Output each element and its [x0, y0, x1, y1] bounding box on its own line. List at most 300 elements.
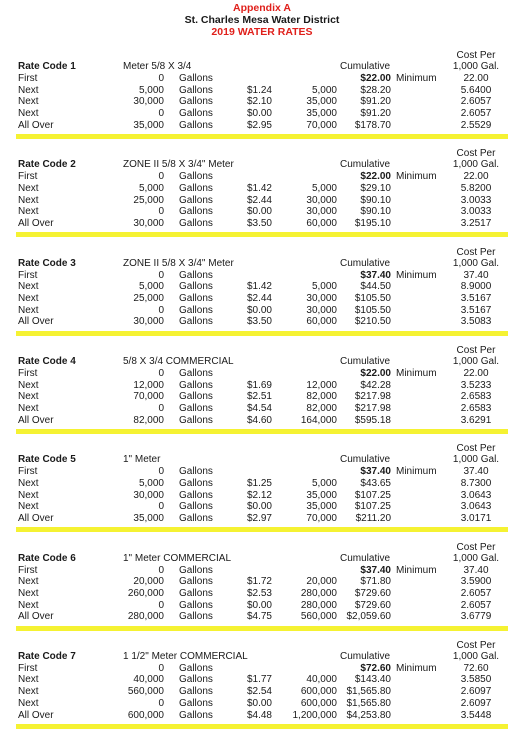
rate-row — [0, 686, 524, 698]
cumulative-cost: $1,565.80 — [346, 697, 391, 709]
tier-label: First — [18, 73, 38, 84]
gallons-unit: Gallons — [179, 402, 213, 414]
rate-per-thousand: $3.50 — [246, 316, 272, 328]
cumulative-gallons: 70,000 — [306, 119, 337, 131]
cost-per-thousand: 37.40 — [463, 564, 489, 576]
gallons-unit: Gallons — [179, 119, 213, 131]
gallons-quantity: 0 — [158, 73, 164, 84]
cost-per-label: Cost Per — [456, 443, 496, 455]
gallons-unit: Gallons — [179, 466, 213, 478]
gallons-quantity: 30,000 — [133, 218, 164, 230]
tier-label: Next — [18, 587, 39, 599]
rate-code-label: Rate Code 1 — [18, 61, 76, 72]
section-heading — [0, 61, 524, 73]
section-heading — [0, 454, 524, 466]
rate-per-thousand: $0.00 — [246, 206, 272, 218]
cumulative-gallons: 560,000 — [300, 611, 337, 623]
meter-description: 1" Meter COMMERCIAL — [123, 552, 232, 564]
rate-section — [0, 640, 524, 736]
cost-per-label: Cost Per — [456, 246, 496, 258]
rate-per-thousand: $4.75 — [246, 611, 272, 623]
highlight-bar — [16, 527, 508, 532]
cumulative-cost: $210.50 — [354, 316, 391, 328]
rate-row — [0, 73, 524, 85]
cost-per-thousand: 72.60 — [463, 662, 489, 674]
meter-description: ZONE II 5/8 X 3/4" Meter — [123, 257, 234, 269]
gallons-quantity: 260,000 — [127, 587, 164, 599]
cost-per-thousand: 3.5083 — [460, 316, 492, 328]
gallons-unit: Gallons — [179, 564, 213, 576]
cumulative-gallons: 12,000 — [306, 379, 337, 391]
cumulative-gallons: 600,000 — [300, 697, 337, 709]
gallons-unit: Gallons — [179, 587, 213, 599]
tier-label: All Over — [18, 316, 54, 328]
rate-per-thousand: $2.97 — [246, 512, 272, 524]
cumulative-cost: $37.40 — [360, 564, 391, 576]
tier-label: First — [18, 466, 38, 478]
tier-label: Next — [18, 576, 39, 588]
gallons-quantity: 35,000 — [133, 119, 164, 131]
rate-per-thousand: $1.72 — [246, 576, 272, 588]
rate-row — [0, 698, 524, 710]
meter-description: Meter 5/8 X 3/4 — [123, 61, 192, 72]
tier-label: First — [18, 367, 38, 379]
rate-row — [0, 391, 524, 403]
rate-row — [0, 316, 524, 328]
rate-code-label: Rate Code 4 — [18, 355, 76, 367]
rate-per-thousand: $0.00 — [246, 501, 272, 513]
cumulative-cost: $37.40 — [360, 269, 391, 281]
rate-row — [0, 183, 524, 195]
cost-per-thousand: 3.0643 — [460, 501, 492, 513]
cumulative-gallons: 35,000 — [306, 501, 337, 513]
cumulative-cost: $107.25 — [354, 489, 391, 501]
meter-description: 1" Meter — [123, 454, 161, 466]
tier-label: All Over — [18, 119, 54, 131]
cost-per-thousand: 3.0643 — [460, 489, 492, 501]
tier-label: Next — [18, 292, 39, 304]
tier-label: Next — [18, 501, 39, 513]
tier-label: All Over — [18, 611, 54, 623]
tier-label: Next — [18, 489, 39, 501]
gallons-quantity: 25,000 — [133, 292, 164, 304]
gallons-unit: Gallons — [179, 709, 213, 721]
rate-code-label: Rate Code 2 — [18, 159, 76, 171]
cumulative-cost: $143.40 — [354, 674, 391, 686]
cumulative-cost: $22.00 — [360, 367, 391, 379]
gallons-unit: Gallons — [179, 391, 213, 403]
cost-per-label: Cost Per — [456, 541, 496, 553]
district-name: St. Charles Mesa Water District — [184, 14, 340, 26]
cost-per-thousand: 3.5448 — [460, 709, 492, 721]
highlight-bar — [16, 134, 508, 139]
gallons-unit: Gallons — [179, 611, 213, 623]
rate-row — [0, 600, 524, 612]
rate-row — [0, 270, 524, 282]
tier-label: First — [18, 564, 38, 576]
tier-label: Next — [18, 391, 39, 403]
cumulative-cost: $44.50 — [360, 281, 391, 293]
gallons-quantity: 600,000 — [127, 709, 164, 721]
minimum-note: Minimum — [396, 73, 437, 84]
cost-per-thousand: 37.40 — [463, 269, 489, 281]
gallons-unit: Gallons — [179, 501, 213, 513]
gallons-unit: Gallons — [179, 194, 213, 206]
cost-per-label: Cost Per — [456, 148, 496, 160]
rate-row — [0, 576, 524, 588]
rate-row — [0, 513, 524, 525]
rate-per-thousand: $0.00 — [246, 599, 272, 611]
cost-per-thousand: 3.5850 — [460, 674, 492, 686]
gallons-unit: Gallons — [179, 414, 213, 426]
gallons-quantity: 35,000 — [133, 512, 164, 524]
gallons-quantity: 30,000 — [133, 96, 164, 108]
cumulative-gallons: 30,000 — [306, 194, 337, 206]
cumulative-cost: $2,059.60 — [346, 611, 391, 623]
cumulative-gallons: 5,000 — [311, 477, 337, 489]
gallons-unit: Gallons — [179, 269, 213, 281]
minimum-note: Minimum — [396, 466, 437, 478]
tier-label: First — [18, 662, 38, 674]
cumulative-gallons: 600,000 — [300, 686, 337, 698]
cost-per-label: Cost Per — [456, 639, 496, 651]
cumulative-cost: $105.50 — [354, 292, 391, 304]
tier-label: Next — [18, 182, 39, 194]
cumulative-cost: $729.60 — [354, 599, 391, 611]
cost-per-thousand: 2.5529 — [460, 119, 492, 131]
cost-per-thousand: 2.6057 — [460, 108, 492, 120]
cumulative-gallons: 1,200,000 — [292, 709, 337, 721]
rate-per-thousand: $2.10 — [246, 96, 272, 108]
cumulative-label: Cumulative — [340, 159, 391, 171]
cost-per-unit-label: 1,000 Gal. — [452, 454, 500, 466]
rate-per-thousand: $2.44 — [246, 292, 272, 304]
gallons-quantity: 70,000 — [133, 391, 164, 403]
cost-per-thousand: 5.8200 — [460, 182, 492, 194]
cost-per-thousand: 2.6097 — [460, 697, 492, 709]
minimum-note: Minimum — [396, 662, 437, 674]
rate-section — [0, 542, 524, 638]
gallons-quantity: 0 — [158, 171, 164, 183]
highlight-bar — [16, 232, 508, 237]
cost-per-thousand: 3.5233 — [460, 379, 492, 391]
gallons-unit: Gallons — [179, 686, 213, 698]
section-heading — [0, 356, 524, 368]
section-heading — [0, 258, 524, 270]
cumulative-gallons: 5,000 — [311, 281, 337, 293]
cumulative-cost: $90.10 — [360, 206, 391, 218]
section-heading — [0, 651, 524, 663]
rate-section — [0, 50, 524, 146]
cumulative-cost: $105.50 — [354, 304, 391, 316]
rate-row — [0, 96, 524, 108]
tier-label: Next — [18, 599, 39, 611]
cumulative-cost: $595.18 — [354, 414, 391, 426]
gallons-unit: Gallons — [179, 379, 213, 391]
tier-label: Next — [18, 304, 39, 316]
meter-description: 1 1/2" Meter COMMERCIAL — [123, 650, 248, 662]
tier-label: Next — [18, 379, 39, 391]
cost-per-unit-label: 1,000 Gal. — [452, 552, 500, 564]
rate-row — [0, 171, 524, 183]
rate-per-thousand: $4.48 — [246, 709, 272, 721]
cumulative-cost: $29.10 — [360, 182, 391, 194]
rate-per-thousand: $3.50 — [246, 218, 272, 230]
cost-per-thousand: 8.9000 — [460, 281, 492, 293]
tier-label: Next — [18, 84, 39, 96]
rate-row — [0, 206, 524, 218]
rate-row — [0, 108, 524, 120]
cumulative-gallons: 40,000 — [306, 674, 337, 686]
cost-per-thousand: 22.00 — [463, 171, 489, 183]
cumulative-cost: $4,253.80 — [346, 709, 391, 721]
cumulative-cost: $71.80 — [360, 576, 391, 588]
tier-label: All Over — [18, 512, 54, 524]
gallons-unit: Gallons — [179, 367, 213, 379]
cost-per-thousand: 3.0171 — [460, 512, 492, 524]
gallons-unit: Gallons — [179, 292, 213, 304]
rate-per-thousand: $1.42 — [246, 182, 272, 194]
cumulative-gallons: 20,000 — [306, 576, 337, 588]
rate-row — [0, 415, 524, 427]
tier-label: All Over — [18, 709, 54, 721]
cumulative-gallons: 35,000 — [306, 489, 337, 501]
cost-per-unit-label: 1,000 Gal. — [452, 159, 500, 171]
gallons-unit: Gallons — [179, 512, 213, 524]
cumulative-cost: $43.65 — [360, 477, 391, 489]
page-title: 2019 WATER RATES — [211, 26, 313, 38]
gallons-quantity: 0 — [158, 697, 164, 709]
cumulative-cost: $22.00 — [360, 171, 391, 183]
rate-per-thousand: $2.51 — [246, 391, 272, 403]
cumulative-gallons: 30,000 — [306, 304, 337, 316]
tier-label: Next — [18, 402, 39, 414]
cost-per-thousand: 2.6097 — [460, 686, 492, 698]
rate-per-thousand: $2.12 — [246, 489, 272, 501]
cumulative-gallons: 30,000 — [306, 292, 337, 304]
cost-per-label: Cost Per — [456, 50, 496, 61]
tier-label: Next — [18, 96, 39, 108]
cumulative-cost: $37.40 — [360, 466, 391, 478]
gallons-quantity: 0 — [158, 402, 164, 414]
gallons-quantity: 560,000 — [127, 686, 164, 698]
cumulative-cost: $1,565.80 — [346, 686, 391, 698]
rate-row — [0, 293, 524, 305]
rate-code-label: Rate Code 3 — [18, 257, 76, 269]
minimum-note: Minimum — [396, 171, 437, 183]
gallons-quantity: 0 — [158, 367, 164, 379]
rate-per-thousand: $4.60 — [246, 414, 272, 426]
gallons-quantity: 5,000 — [138, 182, 164, 194]
cumulative-label: Cumulative — [340, 650, 391, 662]
cumulative-cost: $22.00 — [360, 73, 391, 84]
cost-per-unit-label: 1,000 Gal. — [452, 650, 500, 662]
gallons-unit: Gallons — [179, 182, 213, 194]
tier-label: First — [18, 171, 38, 183]
rate-row — [0, 565, 524, 577]
cumulative-cost: $91.20 — [360, 108, 391, 120]
rate-code-label: Rate Code 6 — [18, 552, 76, 564]
rate-row — [0, 120, 524, 132]
gallons-unit: Gallons — [179, 697, 213, 709]
rate-row — [0, 403, 524, 415]
cost-per-thousand: 3.0033 — [460, 206, 492, 218]
cost-per-thousand: 3.2517 — [460, 218, 492, 230]
cumulative-gallons: 35,000 — [306, 108, 337, 120]
rate-row — [0, 368, 524, 380]
cost-per-thousand: 2.6057 — [460, 587, 492, 599]
rate-per-thousand: $2.54 — [246, 686, 272, 698]
minimum-note: Minimum — [396, 367, 437, 379]
appendix-title: Appendix A — [233, 2, 291, 14]
rate-row — [0, 218, 524, 230]
gallons-unit: Gallons — [179, 662, 213, 674]
rate-row — [0, 466, 524, 478]
gallons-quantity: 0 — [158, 662, 164, 674]
cost-per-thousand: 3.6291 — [460, 414, 492, 426]
rate-row — [0, 85, 524, 97]
cumulative-gallons: 280,000 — [300, 599, 337, 611]
rate-per-thousand: $0.00 — [246, 304, 272, 316]
section-heading — [0, 553, 524, 565]
rate-per-thousand: $2.95 — [246, 119, 272, 131]
rate-row — [0, 710, 524, 722]
cost-per-thousand: 3.5167 — [460, 292, 492, 304]
cumulative-label: Cumulative — [340, 355, 391, 367]
rate-per-thousand: $0.00 — [246, 108, 272, 120]
rate-row — [0, 611, 524, 623]
gallons-unit: Gallons — [179, 599, 213, 611]
cumulative-cost: $107.25 — [354, 501, 391, 513]
cost-per-thousand: 22.00 — [463, 367, 489, 379]
gallons-unit: Gallons — [179, 316, 213, 328]
rate-row — [0, 195, 524, 207]
cumulative-cost: $72.60 — [360, 662, 391, 674]
cumulative-cost: $211.20 — [355, 512, 391, 524]
gallons-quantity: 5,000 — [138, 84, 164, 96]
cumulative-gallons: 5,000 — [311, 182, 337, 194]
highlight-bar — [16, 626, 508, 631]
highlight-bar — [16, 429, 508, 434]
cost-per-thousand: 37.40 — [463, 466, 489, 478]
meter-description: 5/8 X 3/4 COMMERCIAL — [123, 355, 234, 367]
cumulative-gallons: 164,000 — [300, 414, 337, 426]
gallons-unit: Gallons — [179, 171, 213, 183]
rate-section — [0, 247, 524, 343]
gallons-quantity: 0 — [158, 304, 164, 316]
rate-per-thousand: $1.42 — [246, 281, 272, 293]
gallons-quantity: 280,000 — [127, 611, 164, 623]
rate-per-thousand: $1.24 — [246, 84, 272, 96]
cumulative-gallons: 280,000 — [300, 587, 337, 599]
tier-label: Next — [18, 206, 39, 218]
highlight-bar — [16, 331, 508, 336]
cumulative-gallons: 30,000 — [306, 206, 337, 218]
gallons-unit: Gallons — [179, 108, 213, 120]
gallons-quantity: 40,000 — [133, 674, 164, 686]
cumulative-gallons: 5,000 — [311, 84, 337, 96]
rate-section — [0, 345, 524, 441]
cost-per-thousand: 2.6057 — [460, 599, 492, 611]
cost-per-unit-label: 1,000 Gal. — [452, 61, 500, 72]
rate-row — [0, 588, 524, 600]
cost-per-thousand: 3.0033 — [460, 194, 492, 206]
gallons-quantity: 12,000 — [133, 379, 164, 391]
cumulative-cost: $28.20 — [360, 84, 391, 96]
rate-code-label: Rate Code 7 — [18, 650, 76, 662]
cost-per-thousand: 3.6779 — [460, 611, 492, 623]
rate-row — [0, 281, 524, 293]
tier-label: First — [18, 269, 38, 281]
rate-row — [0, 663, 524, 675]
cost-per-thousand: 22.00 — [463, 73, 489, 84]
cost-per-unit-label: 1,000 Gal. — [452, 257, 500, 269]
gallons-quantity: 30,000 — [133, 489, 164, 501]
rate-row — [0, 305, 524, 317]
cumulative-cost: $178.70 — [354, 119, 391, 131]
gallons-quantity: 0 — [158, 108, 164, 120]
cost-per-thousand: 3.5167 — [460, 304, 492, 316]
cumulative-gallons: 82,000 — [306, 391, 337, 403]
gallons-unit: Gallons — [179, 674, 213, 686]
rate-per-thousand: $4.54 — [246, 402, 272, 414]
gallons-quantity: 5,000 — [138, 281, 164, 293]
cost-per-label: Cost Per — [456, 344, 496, 356]
cumulative-cost: $217.98 — [354, 402, 391, 414]
rate-row — [0, 490, 524, 502]
gallons-quantity: 0 — [158, 599, 164, 611]
rate-row — [0, 501, 524, 513]
cumulative-gallons: 60,000 — [306, 316, 337, 328]
gallons-quantity: 0 — [158, 501, 164, 513]
minimum-note: Minimum — [396, 564, 437, 576]
cumulative-cost: $91.20 — [360, 96, 391, 108]
rate-per-thousand: $2.44 — [246, 194, 272, 206]
cumulative-gallons: 82,000 — [306, 402, 337, 414]
cost-per-thousand: 2.6583 — [460, 402, 492, 414]
tier-label: Next — [18, 697, 39, 709]
minimum-note: Minimum — [396, 269, 437, 281]
section-heading — [0, 159, 524, 171]
gallons-unit: Gallons — [179, 489, 213, 501]
gallons-quantity: 82,000 — [133, 414, 164, 426]
cost-per-thousand: 8.7300 — [460, 477, 492, 489]
cumulative-label: Cumulative — [340, 257, 391, 269]
cost-per-thousand: 2.6583 — [460, 391, 492, 403]
cumulative-gallons: 70,000 — [306, 512, 337, 524]
gallons-unit: Gallons — [179, 73, 213, 84]
rate-per-thousand: $1.77 — [246, 674, 272, 686]
gallons-quantity: 5,000 — [138, 477, 164, 489]
tier-label: Next — [18, 108, 39, 120]
tier-label: Next — [18, 674, 39, 686]
tier-label: Next — [18, 686, 39, 698]
gallons-unit: Gallons — [179, 84, 213, 96]
rate-section — [0, 148, 524, 244]
gallons-quantity: 0 — [158, 564, 164, 576]
tier-label: Next — [18, 281, 39, 293]
gallons-unit: Gallons — [179, 206, 213, 218]
tier-label: All Over — [18, 218, 54, 230]
gallons-quantity: 25,000 — [133, 194, 164, 206]
rate-row — [0, 674, 524, 686]
cumulative-cost: $42.28 — [360, 379, 391, 391]
cumulative-cost: $195.10 — [354, 218, 391, 230]
gallons-quantity: 0 — [158, 269, 164, 281]
cumulative-gallons: 35,000 — [306, 96, 337, 108]
gallons-unit: Gallons — [179, 576, 213, 588]
gallons-quantity: 20,000 — [133, 576, 164, 588]
